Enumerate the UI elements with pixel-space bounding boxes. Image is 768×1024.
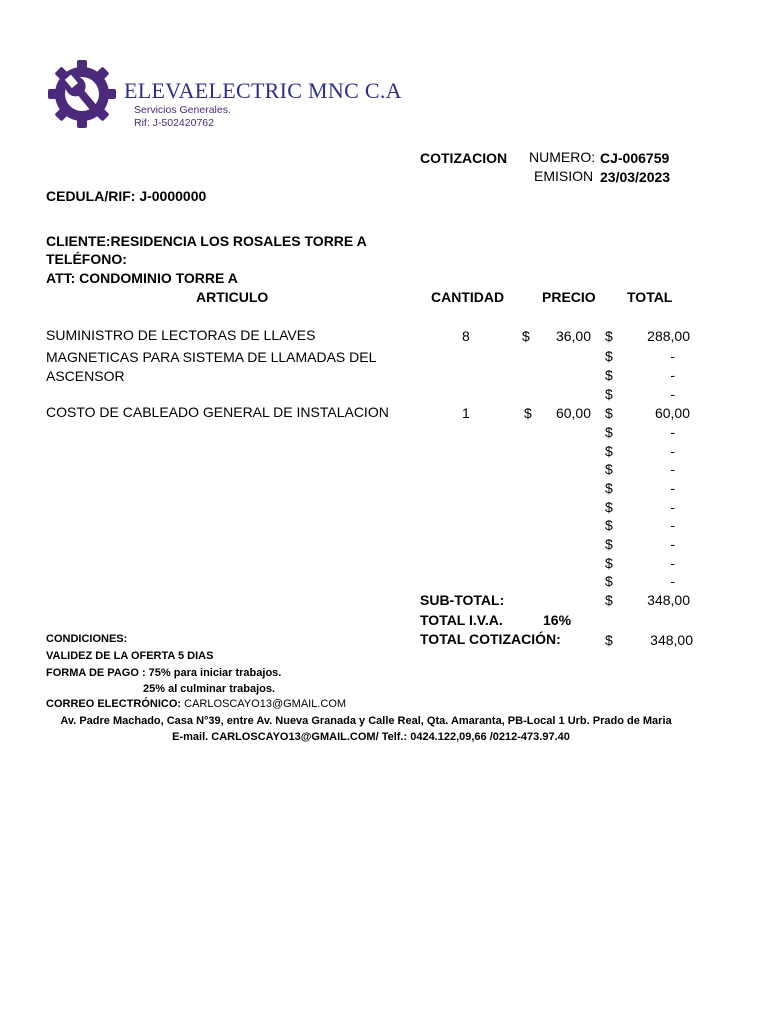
item1-desc-line2: MAGNETICAS PARA SISTEMA DE LLAMADAS DEL [46,349,377,365]
footer-contact: E-mail. CARLOSCAYO13@GMAIL.COM/ Telf.: 0424.122,09,66 /0212-473.97.40 [172,731,570,743]
company-subtitle: Servicios Generales. [134,104,231,116]
header-total: TOTAL [627,289,673,305]
conditions-forma-pago: FORMA DE PAGO : 75% para iniciar trabajos. [46,667,282,679]
empty-row-currency: $ [605,555,613,571]
item2-total: 60,00 [654,405,690,421]
item1-total-currency: $ [605,328,613,344]
numero-value: CJ-006759 [600,150,670,166]
item1-precio: 36,00 [555,328,591,344]
item1-precio-currency: $ [522,328,530,344]
empty-row-currency: $ [605,499,613,515]
correo-label: CORREO ELECTRÓNICO: [46,698,182,710]
item2-cantidad: 1 [462,405,470,421]
header-precio: PRECIO [542,289,596,305]
empty-row-currency: $ [605,536,613,552]
iva-rate: 16% [543,612,572,628]
empty-row-dash: - [670,386,675,402]
empty-row-dash: - [670,443,675,459]
empty-row-dash: - [670,348,675,364]
empty-row-dash: - [670,536,675,552]
conditions-title: CONDICIONES: [46,633,128,645]
empty-row-currency: $ [605,443,613,459]
numero-label: NUMERO: [529,149,596,165]
emision-label: EMISION [534,168,594,184]
subtotal-currency: $ [605,592,613,608]
item2-total-currency: $ [605,405,613,421]
item1-total: 288,00 [647,328,690,344]
emision-value: 23/03/2023 [600,169,671,185]
subtotal-label: SUB-TOTAL: [420,592,505,608]
telefono: TELÉFONO: [46,251,127,267]
item1-desc-line3: ASCENSOR [46,368,125,384]
empty-row-currency: $ [605,480,613,496]
empty-row-currency: $ [605,461,613,477]
empty-row-currency: $ [605,424,613,440]
footer-address: Av. Padre Machado, Casa N°39, entre Av. Nueva Granada y Calle Real, Qta. Amaranta, PB-Local 1 Urb. Prado de Maria [60,715,672,727]
total-label: TOTAL COTIZACIÓN: [420,631,561,647]
att: ATT: CONDOMINIO TORRE A [46,270,238,286]
conditions-validez: VALIDEZ DE LA OFERTA 5 DIAS [46,650,214,662]
iva-label: TOTAL I.V.A. [420,612,503,628]
empty-row-dash: - [670,555,675,571]
document-type: COTIZACION [420,150,508,166]
item2-desc: COSTO DE CABLEADO GENERAL DE INSTALACION [46,404,389,420]
empty-row-currency: $ [605,573,613,589]
empty-row-dash: - [670,424,675,440]
empty-row-currency: $ [605,386,613,402]
empty-row-currency: $ [605,348,613,364]
correo-value: CARLOSCAYO13@GMAIL.COM [184,698,347,710]
company-rif: Rif: J-502420762 [134,117,214,129]
gear-wrench-icon [46,58,118,130]
empty-row-dash: - [670,367,675,383]
total-value: 348,00 [650,632,693,648]
header-articulo: ARTICULO [196,289,269,305]
subtotal-value: 348,00 [647,592,690,608]
company-name: ELEVAELECTRIC MNC C.A [124,78,402,103]
empty-row-currency: $ [605,517,613,533]
empty-row-dash: - [670,480,675,496]
item1-cantidad: 8 [462,328,470,344]
header-cantidad: CANTIDAD [431,289,505,305]
empty-row-dash: - [670,499,675,515]
cedula-rif: CEDULA/RIF: J-0000000 [46,188,207,204]
total-currency: $ [605,632,613,648]
empty-row-dash: - [670,573,675,589]
company-logo [46,58,118,130]
empty-row-currency: $ [605,367,613,383]
conditions-correo [46,698,346,710]
empty-row-dash: - [670,517,675,533]
item1-desc-line1: SUMINISTRO DE LECTORAS DE LLAVES [46,327,316,343]
item2-precio-currency: $ [524,405,532,421]
cliente: CLIENTE:RESIDENCIA LOS ROSALES TORRE A [46,233,367,249]
conditions-forma-pago-2: 25% al culminar trabajos. [143,683,276,695]
item2-precio: 60,00 [555,405,591,421]
empty-row-dash: - [670,461,675,477]
